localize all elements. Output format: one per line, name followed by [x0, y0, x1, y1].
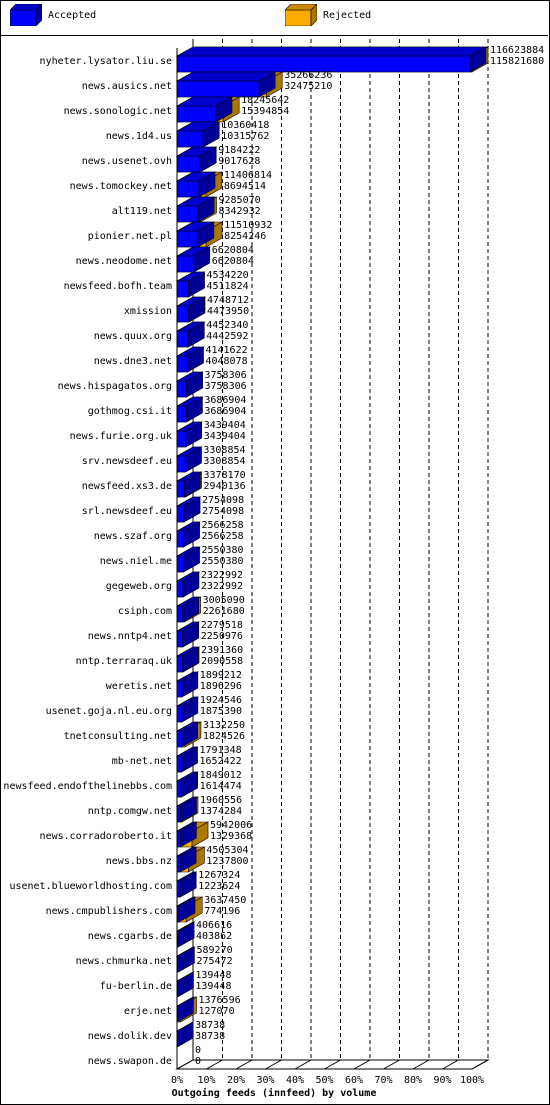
value-label-offered: 3005090: [202, 595, 245, 606]
value-label-offered: 1791348: [199, 745, 242, 756]
bar-accepted: [177, 797, 196, 822]
value-label-offered: 1899212: [199, 670, 242, 681]
category-label: news.quux.org: [93, 331, 172, 342]
bar-accepted-front: [177, 106, 216, 122]
value-label-accepted: 774196: [204, 906, 241, 917]
value-label-offered: 4452340: [206, 320, 249, 331]
x-tick-label: 50%: [315, 1075, 334, 1086]
bar-accepted: [177, 772, 197, 797]
category-label: news.cmpublishers.com: [45, 906, 172, 917]
category-label: nyheter.lysator.liu.se: [39, 56, 172, 67]
tick-mark: [443, 1060, 459, 1069]
category-label: mb-net.net: [111, 756, 172, 767]
bar-accepted-front: [177, 506, 184, 522]
value-label-accepted: 1374284: [199, 806, 243, 817]
value-label-offered: 1849012: [199, 770, 242, 781]
category-label: gothmog.csi.it: [87, 406, 172, 417]
bar-accepted-front: [177, 331, 188, 347]
value-label-accepted: 275472: [196, 956, 233, 967]
value-label-offered: 3308854: [203, 445, 246, 456]
bar-accepted: [177, 322, 204, 347]
category-label: usenet.goja.nl.eu.org: [45, 706, 172, 717]
value-label-offered: 2550380: [201, 545, 244, 556]
bar-accepted-front: [177, 731, 182, 747]
value-label-offered: 2754098: [201, 495, 245, 506]
category-label: alt119.net: [111, 206, 172, 217]
bar-accepted: [177, 447, 201, 472]
category-label: news.bbs.nz: [105, 856, 172, 867]
category-label: news.cgarbs.de: [87, 931, 172, 942]
value-label-accepted: 4048078: [205, 356, 248, 367]
value-label-accepted: 2090558: [201, 656, 244, 667]
tick-mark: [325, 1060, 341, 1069]
value-label-accepted: 3758306: [204, 381, 247, 392]
x-tick-label: 70%: [374, 1075, 393, 1086]
value-label-accepted: 15394854: [241, 106, 290, 117]
value-label-accepted: 3308854: [203, 456, 246, 467]
category-label: news.swapon.de: [87, 1056, 172, 1067]
category-label: news.szaf.org: [93, 531, 172, 542]
value-label-accepted: 139448: [195, 981, 232, 992]
bar-accepted-front: [177, 806, 180, 822]
value-label-accepted: 0: [195, 1056, 202, 1067]
bar-accepted-front: [177, 706, 182, 722]
x-tick-label: 80%: [403, 1075, 423, 1086]
bar-accepted-front: [177, 256, 194, 272]
bar-accepted: [177, 547, 199, 572]
value-label-offered: 2279518: [200, 620, 243, 631]
x-axis-title: Outgoing feeds (innfeed) by volume: [171, 1088, 377, 1099]
category-label: news.sonologic.net: [63, 106, 172, 117]
bar-accepted-top: [177, 72, 275, 81]
value-label-accepted: 1237800: [206, 856, 249, 867]
x-tick-label: 0%: [170, 1075, 184, 1086]
bar-accepted-front: [177, 881, 180, 897]
bar-accepted-front: [177, 381, 187, 397]
value-label-offered: 6620804: [211, 245, 254, 256]
bar-accepted: [177, 497, 200, 522]
category-label: srl.newsdeef.eu: [81, 506, 172, 517]
category-label: news.dolik.dev: [87, 1031, 172, 1042]
value-label-offered: 589270: [196, 945, 233, 956]
bar-accepted-front: [177, 231, 198, 247]
category-label: nntp.terraraq.uk: [75, 656, 172, 667]
x-tick-label: 60%: [344, 1075, 364, 1086]
category-label: usenet.blueworldhosting.com: [9, 881, 172, 892]
bar-accepted: [177, 47, 486, 72]
bar-accepted-front: [177, 681, 182, 697]
value-label-accepted: 8342932: [218, 206, 261, 217]
value-label-accepted: 1875390: [199, 706, 243, 717]
labels: [3, 45, 544, 1086]
bar-accepted: [177, 297, 204, 322]
value-label-offered: 3132250: [202, 720, 246, 731]
bar-accepted: [177, 672, 198, 697]
category-label: news.tomockey.net: [69, 181, 172, 192]
bar-accepted-side: [177, 1022, 193, 1047]
bar-accepted-front: [177, 631, 183, 647]
value-label-offered: 9184222: [218, 145, 261, 156]
bar-accepted: [177, 272, 204, 297]
category-label: pionier.net.pl: [87, 231, 172, 242]
category-label: newsfeed.bofh.team: [63, 281, 172, 292]
value-label-offered: 4534220: [206, 270, 249, 281]
tick-mark: [207, 1060, 223, 1069]
category-label: csiph.com: [117, 606, 172, 617]
bar-accepted: [177, 697, 198, 722]
value-label-accepted: 4511824: [206, 281, 249, 292]
value-label-accepted: 2250976: [200, 631, 243, 642]
category-label: erje.net: [123, 1006, 172, 1017]
value-label-offered: 3758306: [204, 370, 247, 381]
x-tick-label: 30%: [256, 1075, 275, 1086]
value-label-offered: 3686904: [204, 395, 247, 406]
bar-accepted-front: [177, 531, 183, 547]
bar-accepted: [177, 122, 219, 147]
bar-accepted-front: [177, 556, 183, 572]
value-label-accepted: 4442592: [206, 331, 249, 342]
bar-accepted-front: [177, 581, 183, 597]
bar-accepted-front: [177, 281, 188, 297]
value-label-offered: 406616: [196, 920, 233, 931]
bar-accepted-front: [177, 456, 185, 472]
category-label: news.ausics.net: [81, 81, 172, 92]
bar-accepted: [177, 347, 203, 372]
value-label-offered: 38738: [195, 1020, 226, 1031]
value-label-offered: 3439404: [203, 420, 246, 431]
x-tick-label: 20%: [226, 1075, 246, 1086]
legend-rejected-label: Rejected: [323, 9, 372, 21]
x-tick-label: 90%: [433, 1075, 452, 1086]
tick-mark: [266, 1060, 282, 1069]
value-label-accepted: 10315762: [221, 131, 270, 142]
bar-accepted-front: [177, 606, 183, 622]
bar-accepted-front: [177, 831, 180, 847]
value-label-offered: 9285070: [218, 195, 261, 206]
value-label-offered: 2322992: [200, 570, 244, 581]
value-label-offered: 2391360: [201, 645, 244, 656]
value-label-offered: 11406814: [223, 170, 273, 181]
category-label: xmission: [123, 306, 172, 317]
category-label: news.usenet.ovh: [81, 156, 172, 167]
value-label-accepted: 3439404: [203, 431, 246, 442]
x-tick-label: 40%: [285, 1075, 305, 1086]
bar-accepted-front: [177, 356, 187, 372]
bar-accepted: [177, 1022, 193, 1047]
bar-accepted-top: [177, 47, 486, 56]
category-label: news.dne3.net: [93, 356, 172, 367]
value-label-accepted: 1824526: [202, 731, 246, 742]
value-label-offered: 1960556: [199, 795, 243, 806]
category-label: newsfeed.endofthelinebbs.com: [3, 781, 172, 792]
value-label-accepted: 3686904: [204, 406, 247, 417]
value-label-accepted: 1329368: [210, 831, 253, 842]
value-label-accepted: 4473950: [207, 306, 250, 317]
bar-accepted-front: [177, 481, 184, 497]
value-label-offered: 18245642: [241, 95, 290, 106]
category-label: weretis.net: [105, 681, 172, 692]
value-label-accepted: 32475210: [284, 81, 333, 92]
bar-accepted-front: [177, 431, 186, 447]
value-label-accepted: 2261680: [202, 606, 245, 617]
x-tick-label: 100%: [459, 1075, 485, 1086]
value-label-offered: 3637450: [204, 895, 247, 906]
value-label-accepted: 1614474: [199, 781, 242, 792]
tick-mark: [295, 1060, 311, 1069]
bar-accepted: [177, 572, 199, 597]
value-label-accepted: 403862: [196, 931, 233, 942]
value-label-offered: 10360418: [221, 120, 270, 131]
bar-accepted-side: [177, 972, 193, 997]
value-label-accepted: 9017628: [218, 156, 261, 167]
category-label: fu-berlin.de: [99, 981, 172, 992]
bar-accepted: [177, 597, 199, 622]
category-label: news.1d4.us: [105, 131, 172, 142]
value-label-accepted: 2550380: [201, 556, 244, 567]
bar-accepted: [177, 472, 200, 497]
bar-accepted-front: [177, 781, 181, 797]
tick-mark: [384, 1060, 400, 1069]
category-label: tnetconsulting.net: [63, 731, 172, 742]
bar-accepted-front: [177, 206, 198, 222]
tick-mark: [413, 1060, 429, 1069]
bar-accepted-front: [177, 306, 188, 322]
value-label-accepted: 127070: [198, 1006, 235, 1017]
value-label-offered: 0: [195, 1045, 202, 1056]
category-label: news.corradoroberto.it: [39, 831, 172, 842]
category-label: news.furie.org.uk: [69, 431, 172, 442]
category-label: news.nntp4.net: [87, 631, 172, 642]
value-label-accepted: 8254246: [224, 231, 267, 242]
bar-accepted-front: [177, 156, 200, 172]
bar-accepted-front: [177, 656, 182, 672]
value-label-offered: 11510932: [224, 220, 273, 231]
bar-accepted: [177, 972, 193, 997]
value-label-offered: 1376596: [198, 995, 241, 1006]
tick-mark: [236, 1060, 252, 1069]
value-label-offered: 1924546: [199, 695, 243, 706]
bar-accepted: [177, 922, 194, 947]
value-label-accepted: 2754098: [201, 506, 245, 517]
bar-accepted-front: [177, 181, 199, 197]
category-label: news.hispagatos.org: [57, 381, 172, 392]
value-label-accepted: 1896296: [199, 681, 242, 692]
bar-accepted: [177, 72, 275, 97]
value-label-offered: 35266236: [284, 70, 333, 81]
category-label: srv.newsdeef.eu: [81, 456, 172, 467]
category-label: news.niel.me: [99, 556, 172, 567]
value-label-offered: 139448: [195, 970, 232, 981]
value-label-accepted: 6620804: [211, 256, 254, 267]
bar-accepted: [177, 372, 203, 397]
bar-accepted: [177, 422, 202, 447]
value-label-offered: 116623884: [490, 45, 545, 56]
legend-accepted-label: Accepted: [48, 9, 97, 21]
value-label-offered: 5942006: [210, 820, 253, 831]
bar-accepted-front: [177, 856, 180, 872]
value-label-offered: 4505304: [206, 845, 249, 856]
value-label-accepted: 2322992: [200, 581, 244, 592]
value-label-accepted: 2566258: [201, 531, 244, 542]
bar-accepted: [177, 647, 198, 672]
bar-accepted: [177, 397, 202, 422]
value-label-accepted: 115821680: [490, 56, 545, 67]
category-label: newsfeed.xs3.de: [81, 481, 172, 492]
bar-accepted: [177, 747, 197, 772]
value-label-accepted: 1223624: [198, 881, 241, 892]
tick-mark: [354, 1060, 370, 1069]
category-label: nntp.comgw.net: [87, 806, 172, 817]
bar-accepted: [177, 147, 216, 172]
value-label-accepted: 1652422: [199, 756, 242, 767]
value-label-accepted: 8694514: [223, 181, 267, 192]
bar-accepted-front: [177, 131, 203, 147]
x-tick-label: 10%: [197, 1075, 216, 1086]
category-label: news.neodome.net: [75, 256, 172, 267]
bar-accepted: [177, 522, 199, 547]
bar-accepted: [177, 622, 199, 647]
value-label-offered: 4748712: [207, 295, 250, 306]
bar-accepted-front: [177, 406, 186, 422]
bar-accepted: [177, 247, 210, 272]
category-label: news.chmurka.net: [75, 956, 172, 967]
value-label-offered: 2566258: [201, 520, 244, 531]
value-label-offered: 4141622: [205, 345, 248, 356]
value-label-offered: 3378170: [203, 470, 246, 481]
bar-accepted: [177, 197, 214, 222]
value-label-accepted: 2940136: [203, 481, 246, 492]
bar-accepted: [177, 722, 198, 747]
value-label-accepted: 38738: [195, 1031, 226, 1042]
bar-accepted-front: [177, 756, 181, 772]
value-label-offered: 1267324: [198, 870, 241, 881]
category-label: gegeweb.org: [105, 581, 172, 592]
